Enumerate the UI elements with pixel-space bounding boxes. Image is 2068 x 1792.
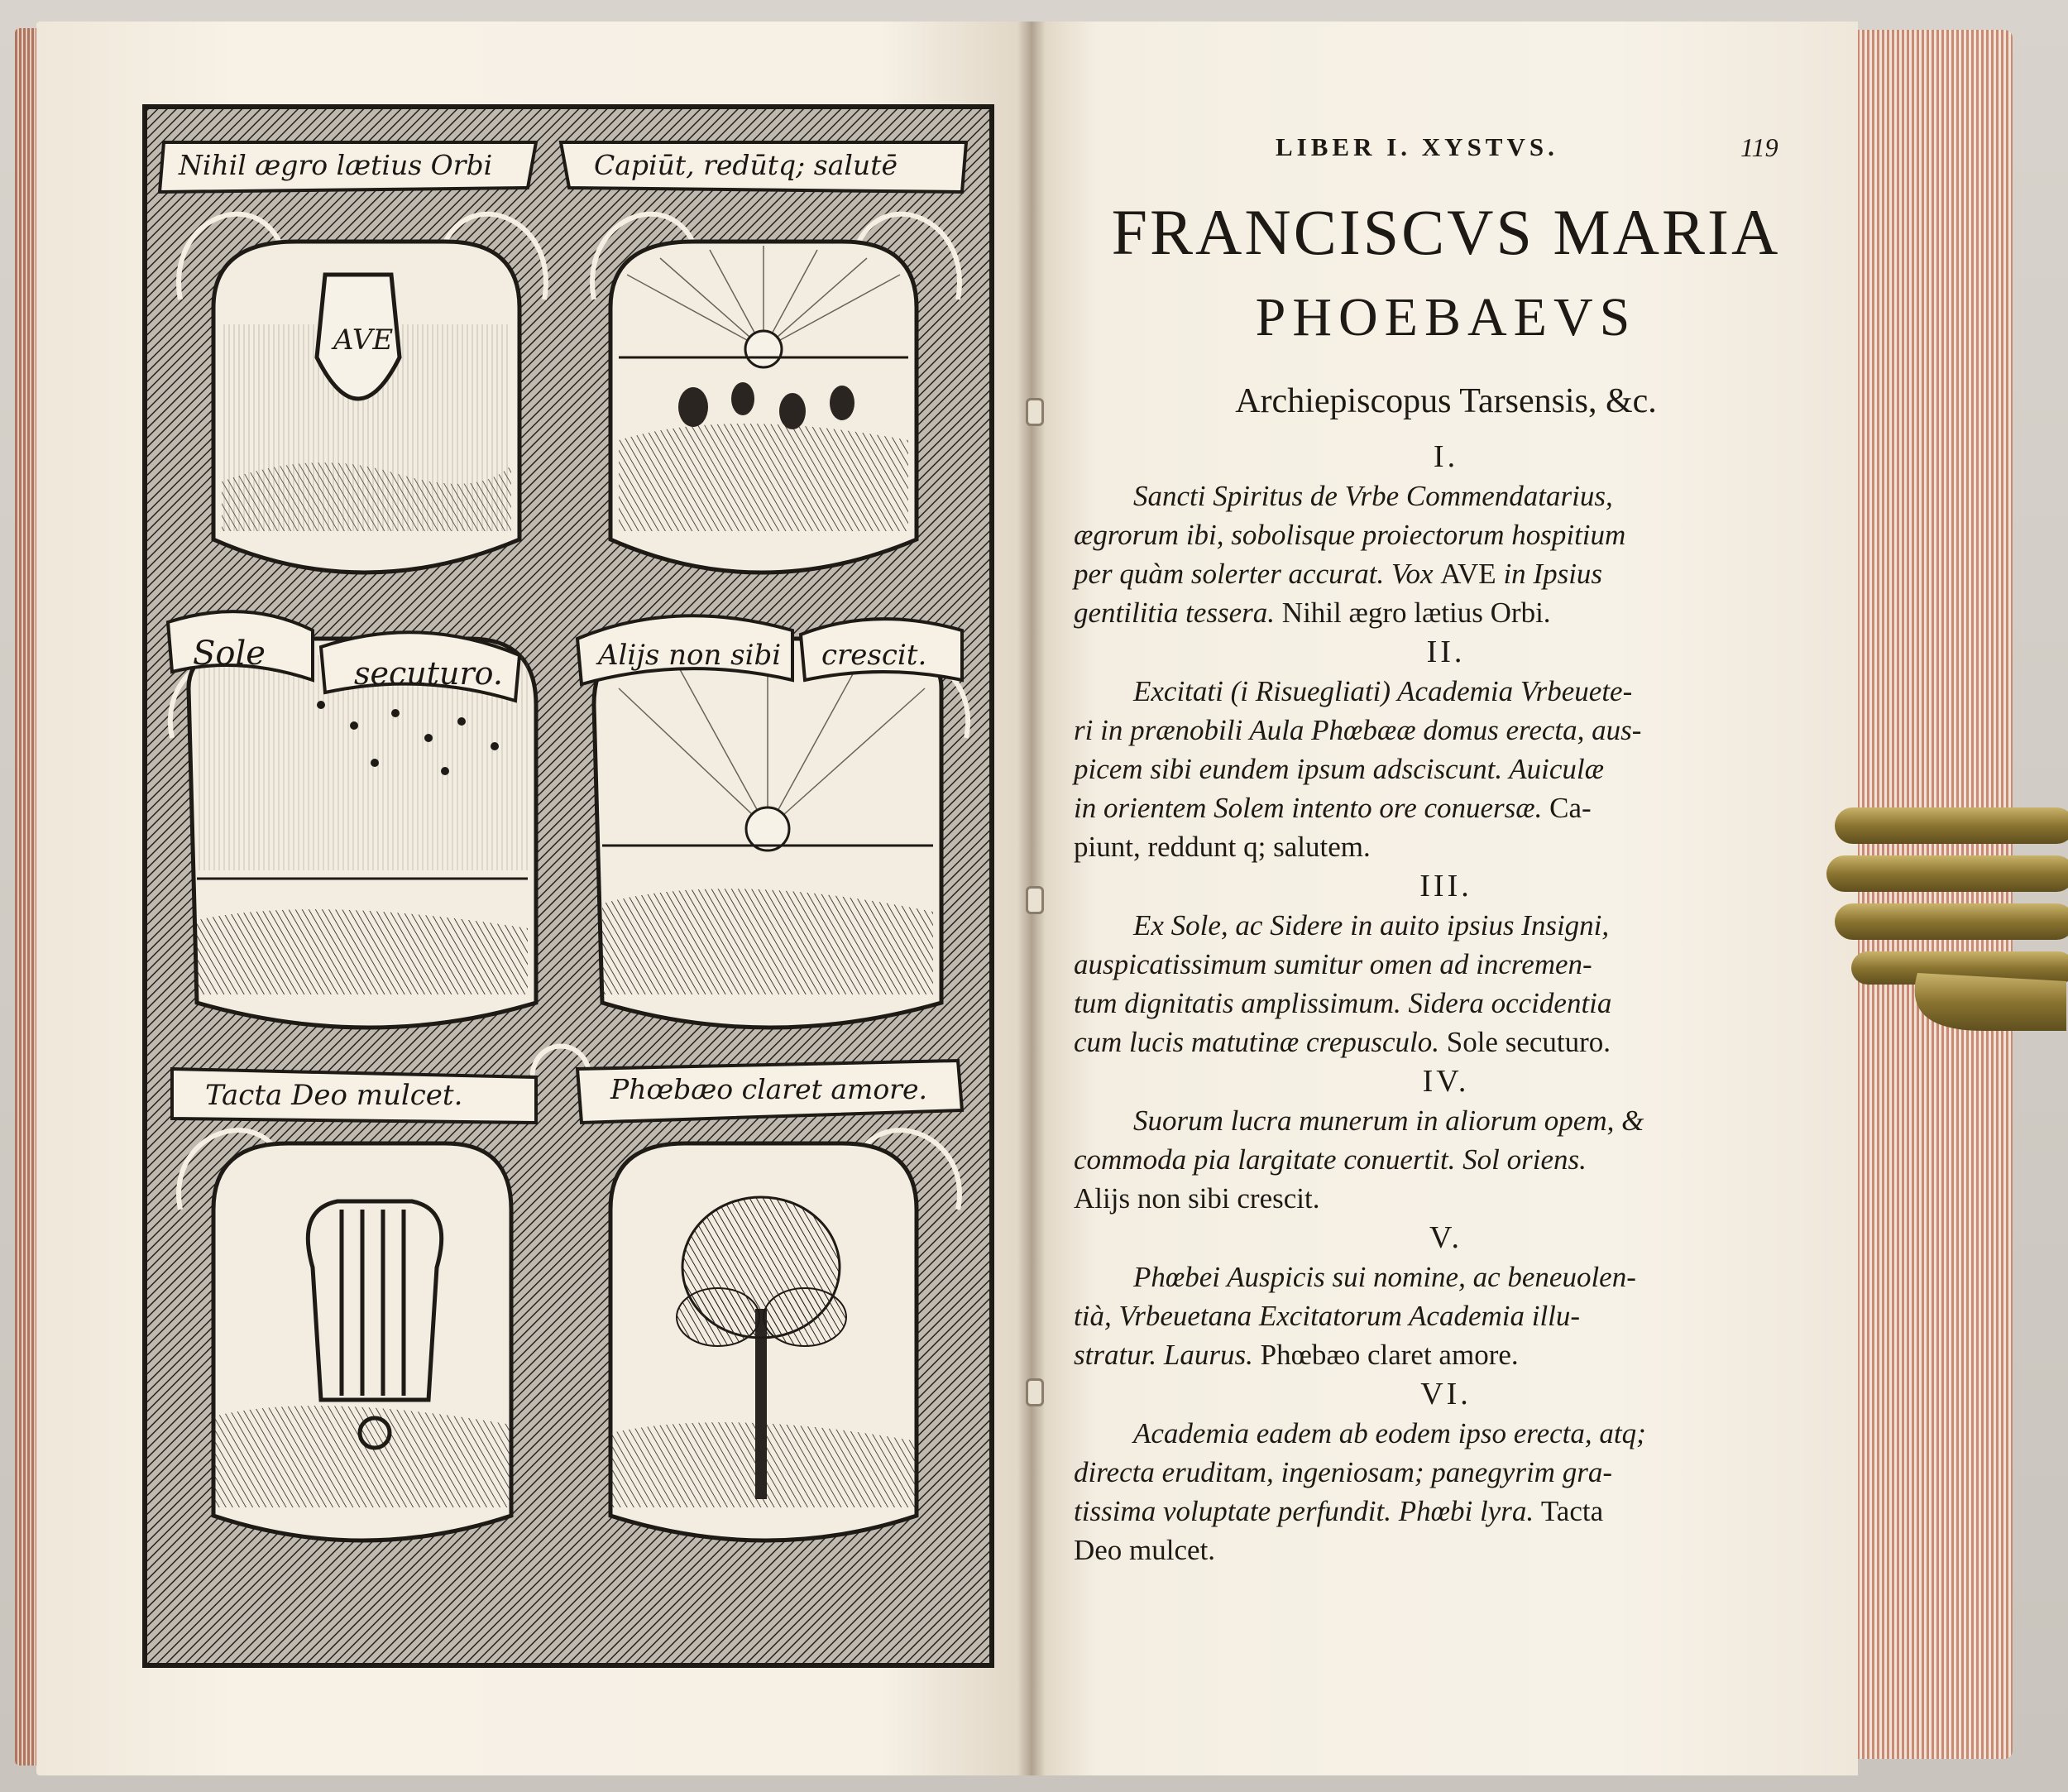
text-line <box>1074 711 1818 750</box>
italic-text: Ex Sole, ac Sidere in auito ipsius Insigni, <box>1133 909 1610 942</box>
text-line <box>1074 1258 1818 1296</box>
sun-icon <box>745 331 782 367</box>
text-line <box>1074 1335 1818 1374</box>
text-line <box>1074 593 1818 632</box>
text-line <box>1074 1492 1818 1531</box>
text-line <box>1074 1414 1818 1453</box>
section-paragraph <box>1074 1101 1818 1218</box>
section-paragraph <box>1074 672 1818 866</box>
motto-top-left: Nihil ægro lætius Orbi <box>179 149 493 181</box>
text-line <box>1074 554 1818 593</box>
italic-text: tissima voluptate perfundit. Phœbi lyra. <box>1074 1495 1541 1527</box>
section-number: IV. <box>1422 1064 1470 1099</box>
text-line <box>1074 750 1818 788</box>
italic-text: per quàm solerter accurat. Vox <box>1074 558 1441 590</box>
text-line <box>1074 906 1818 945</box>
text-line <box>1074 1023 1818 1061</box>
section-number: VI. <box>1420 1377 1472 1411</box>
italic-text: in orientem Solem intento ore conuersæ. <box>1074 792 1550 824</box>
italic-text: tum dignitatis amplissimum. Sidera occidentia <box>1074 987 1612 1019</box>
running-head: LIBER I. XYSTVS. <box>1276 132 1558 161</box>
roman-text: Alijs non sibi crescit. <box>1074 1182 1320 1215</box>
subtitle: Archiepiscopus Tarsensis, &c. <box>1235 382 1657 420</box>
text-line <box>1074 1531 1818 1569</box>
italic-text: Academia eadem ab eodem ipso erecta, atq; <box>1133 1417 1646 1449</box>
text-line <box>1074 515 1818 554</box>
page-header <box>1074 129 1818 170</box>
text-line <box>1074 1296 1818 1335</box>
italic-text: gentilitia tessera. <box>1074 597 1282 629</box>
italic-text: auspicatissimum sumitur omen ad incremen- <box>1074 948 1592 980</box>
text-line <box>1074 1179 1818 1218</box>
italic-text: directa eruditam, ingeniosam; panegyrim gra- <box>1074 1456 1612 1488</box>
motto-mid-left-2: secuturo. <box>354 655 503 692</box>
roman-text: Phœbæo claret amore. <box>1260 1339 1519 1371</box>
italic-text: stratur. Laurus. <box>1074 1339 1261 1371</box>
section-paragraph <box>1074 1414 1818 1569</box>
open-book <box>15 22 2025 1775</box>
roman-text: piunt, reddunt q; salutem. <box>1074 831 1371 863</box>
roman-text: Nihil ægro lætius Orbi. <box>1281 597 1551 629</box>
text-line <box>1074 1453 1818 1492</box>
section-number: V. <box>1429 1220 1463 1255</box>
roman-text: Tacta <box>1540 1495 1604 1527</box>
emblem-ave-shield <box>213 242 519 573</box>
shield-text: AVE <box>333 323 394 357</box>
roman-text: AVE <box>1440 558 1496 590</box>
emblem-stars <box>189 639 536 1028</box>
binding-stitch <box>1026 886 1044 914</box>
emblem-sun-birds <box>610 242 917 573</box>
italic-text: cum lucis matutinæ crepusculo. <box>1074 1026 1447 1058</box>
italic-text: Excitati (i Risuegliati) Academia Vrbeuete- <box>1133 675 1633 707</box>
page-number: 119 <box>1740 132 1778 162</box>
motto-top-right: Capiūt, redūtq; salutē <box>594 149 898 181</box>
emblem-rising-sun <box>594 639 941 1028</box>
text-line <box>1074 1101 1818 1140</box>
italic-text: ri in prænobili Aula Phœbææ domus erecta, aus- <box>1074 714 1642 746</box>
binding-stitch <box>1026 1378 1044 1406</box>
motto-bottom-right: Phœbæo claret amore. <box>610 1073 927 1105</box>
roman-text: Ca- <box>1549 792 1592 824</box>
italic-text: Phœbei Auspicis sui nomine, ac beneuolen- <box>1133 1261 1636 1293</box>
roman-text: Sole secuturo. <box>1446 1026 1611 1058</box>
motto-bottom-left: Tacta Deo mulcet. <box>205 1079 463 1112</box>
text-line <box>1074 984 1818 1023</box>
text-line <box>1074 827 1818 866</box>
italic-text: Suorum lucra munerum in aliorum opem, & <box>1133 1104 1644 1137</box>
section-paragraph <box>1074 1258 1818 1374</box>
italic-text: picem sibi eundem ipsum adsciscunt. Auiculæ <box>1074 753 1604 785</box>
emblem-lyre <box>213 1143 511 1540</box>
italic-text: commoda pia largitate conuertit. Sol oriens. <box>1074 1143 1587 1176</box>
italic-text: in Ipsius <box>1496 558 1603 590</box>
emblem-engraving-plate <box>142 104 994 1668</box>
emblem-laurel-tree <box>610 1143 917 1540</box>
section-number: II. <box>1426 635 1466 669</box>
section-paragraph <box>1074 477 1818 632</box>
title-line-2: PHOEBAEVS <box>1255 287 1637 347</box>
italic-text: ægrorum ibi, sobolisque proiectorum hospitium <box>1074 519 1626 551</box>
italic-text: Sancti Spiritus de Vrbe Commendatarius, <box>1133 480 1613 512</box>
text-line <box>1074 788 1818 827</box>
rising-sun-icon <box>746 807 789 850</box>
engraving-drawing <box>147 109 989 1663</box>
text-line <box>1074 477 1818 515</box>
numbered-sections <box>1074 437 1818 1569</box>
text-line <box>1074 945 1818 984</box>
section-number: III. <box>1419 869 1472 903</box>
book-clip-hand-icon <box>1818 783 2068 1047</box>
binding-stitch <box>1026 398 1044 426</box>
italic-text: tià, Vrbeuetana Excitatorum Academia illu- <box>1074 1300 1581 1332</box>
section-paragraph <box>1074 906 1818 1061</box>
motto-mid-left-1: Sole <box>193 635 266 673</box>
title-line-1: FRANCISCVS MARIA <box>1111 196 1781 268</box>
section-number: I. <box>1433 439 1459 474</box>
roman-text: Deo mulcet. <box>1074 1534 1216 1566</box>
motto-mid-right-1: Alijs non sibi <box>598 639 782 672</box>
motto-mid-right-2: crescit. <box>821 639 927 672</box>
left-page <box>36 22 1031 1775</box>
text-line <box>1074 672 1818 711</box>
text-line <box>1074 1140 1818 1179</box>
